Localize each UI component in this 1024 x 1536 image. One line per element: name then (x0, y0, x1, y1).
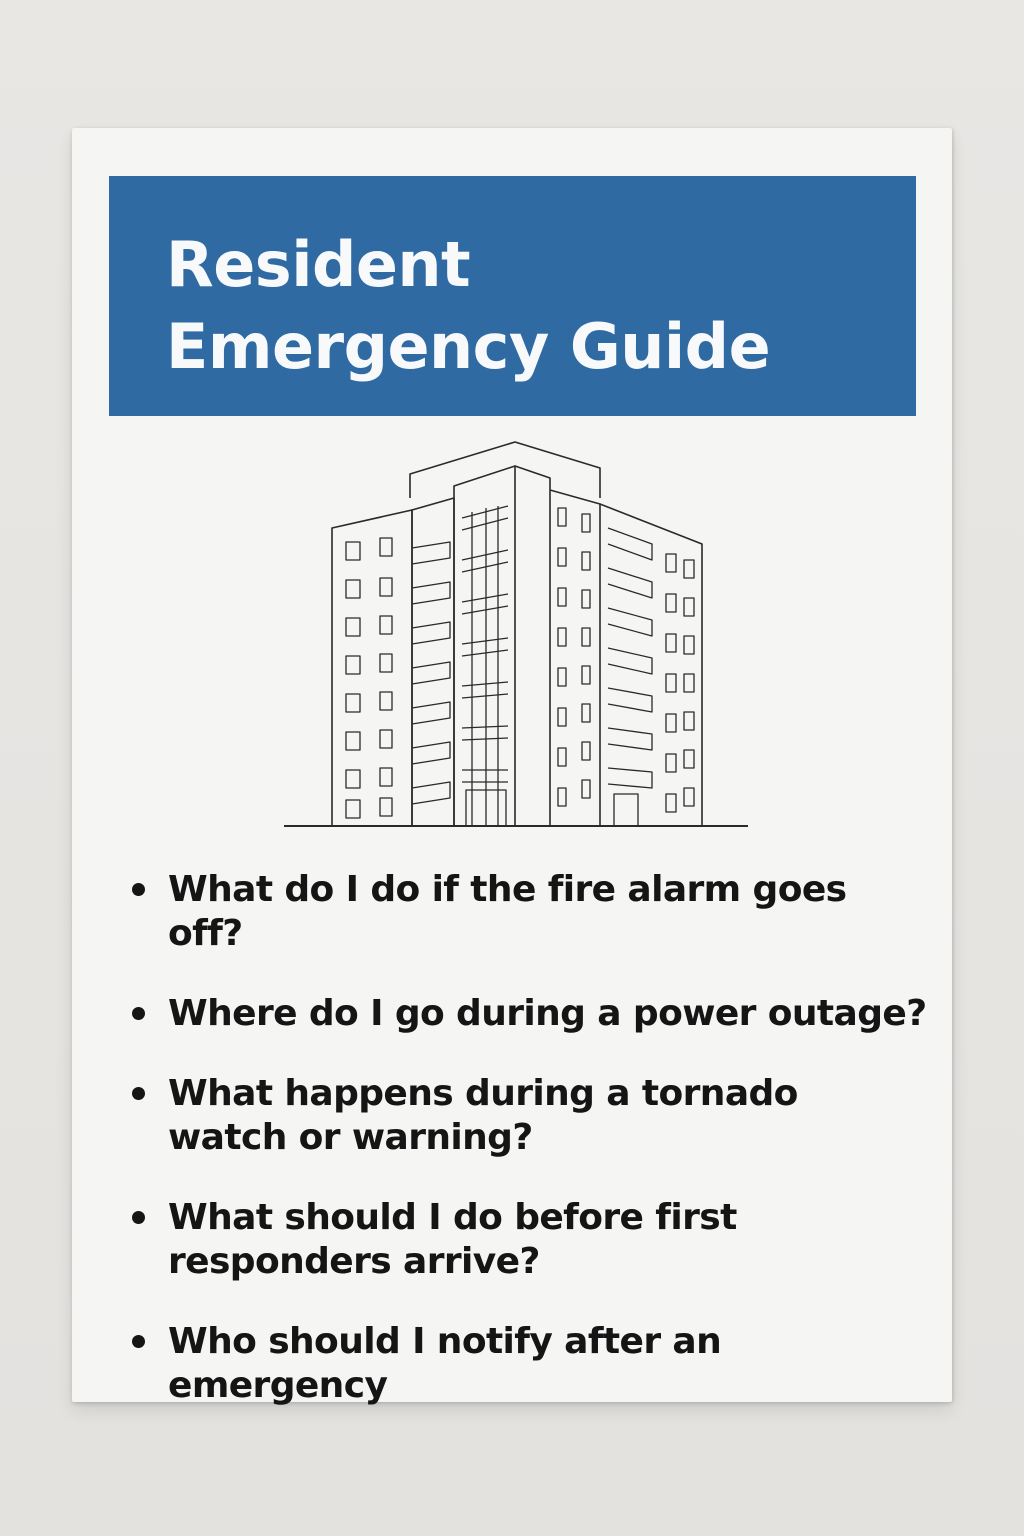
guide-card (72, 128, 952, 1406)
apartment-building-icon (282, 438, 752, 832)
bullet-icon (132, 1007, 145, 1020)
bullet-icon (132, 1335, 145, 1348)
question-text: Who should I notify after an emergency (168, 1321, 722, 1406)
title-banner (109, 176, 916, 416)
list-item (130, 1320, 930, 1408)
guide-title (166, 224, 770, 388)
list-item (130, 992, 930, 1036)
bullet-icon (132, 1087, 145, 1100)
bullet-icon (132, 1211, 145, 1224)
guide-title-line-1: Resident (166, 228, 471, 301)
bullet-icon (132, 883, 145, 896)
question-text: Where do I go during a power outage? (168, 993, 927, 1034)
question-text: What should I do before first responders arrive? (168, 1197, 737, 1282)
list-item (130, 868, 930, 956)
question-list (130, 868, 930, 1444)
guide-title-line-2: Emergency Guide (166, 310, 771, 383)
list-item (130, 1072, 808, 1160)
question-text: What happens during a tornado watch or warning? (168, 1073, 798, 1158)
question-text: What do I do if the fire alarm goes off? (168, 869, 847, 954)
list-item (130, 1196, 768, 1284)
